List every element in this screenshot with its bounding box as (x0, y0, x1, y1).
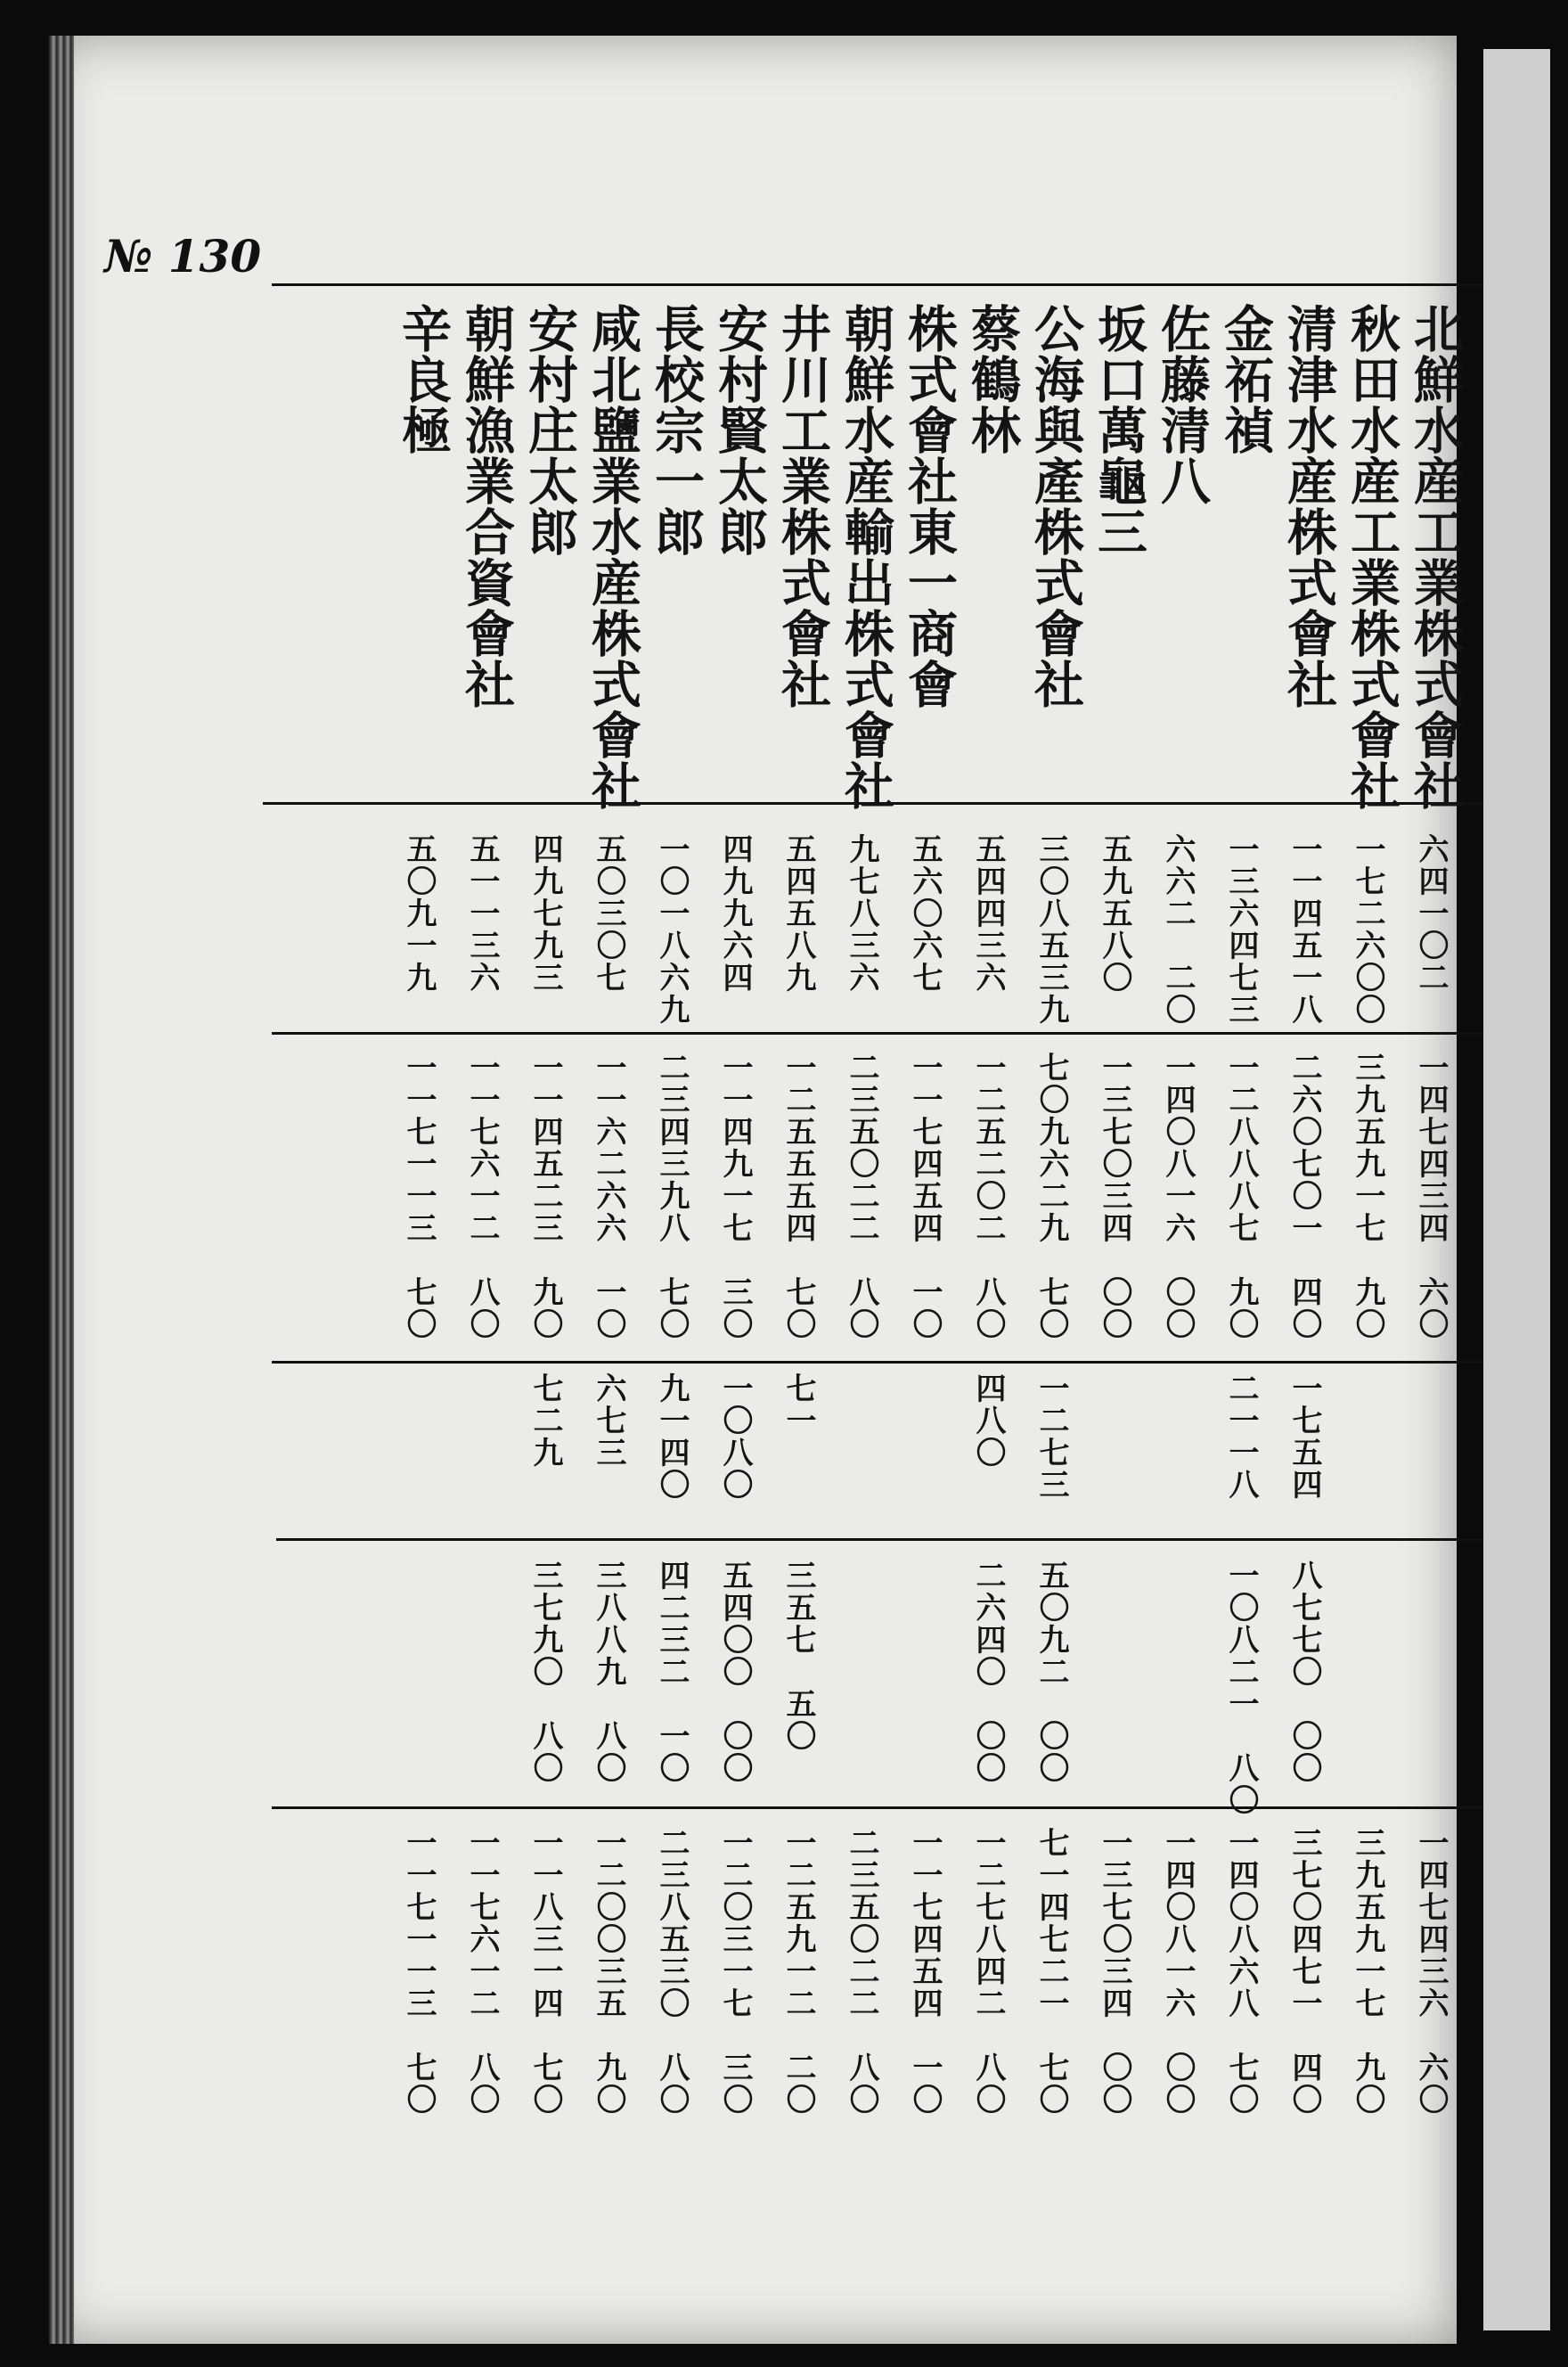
row-value-c2: 一三七〇三四 〇〇 (1097, 1052, 1132, 1340)
row-value-c5: 一三七〇三四 〇〇 (1097, 1827, 1132, 2116)
row-value-c1: 一〇一八六九 (654, 833, 690, 1026)
row-name: 清津水産株式會社 (1279, 303, 1338, 709)
row-value-c1: 五九五八〇 (1097, 833, 1132, 994)
row-value-c1: 五四五八九 (780, 833, 816, 994)
row-value-c1: 一一四五一八 (1286, 833, 1322, 1026)
row-value-c3: 二一一八 (1223, 1372, 1259, 1501)
row-value-c2: 一一四五二三 九〇 (527, 1052, 563, 1340)
row-value-c5: 一二〇〇三五 九〇 (591, 1827, 626, 2116)
row-value-c2: 二三四三九八 七〇 (654, 1052, 690, 1340)
row-value-c5: 三七〇四七一 四〇 (1286, 1827, 1322, 2116)
rule-col3 (272, 1361, 1488, 1364)
row-name: 辛良極 (394, 303, 453, 455)
row-name: 公海與產株式會社 (1026, 303, 1085, 709)
row-value-c5: 一二七八四二 八〇 (970, 1827, 1006, 2116)
row-value-c1: 六六二 二〇 (1160, 833, 1196, 1026)
row-value-c1: 五〇三〇七 (591, 833, 626, 994)
row-value-c4: 一〇八二一 八〇 (1223, 1560, 1259, 1816)
row-name: 咸北鹽業水産株式會社 (584, 303, 642, 811)
row-value-c4: 三五七 五〇 (780, 1560, 816, 1752)
row-value-c4: 八七七〇 〇〇 (1286, 1560, 1322, 1784)
row-value-c2: 一一四九一七 三〇 (717, 1052, 753, 1340)
row-value-c3: 七二九 (527, 1372, 563, 1469)
row-value-c5: 一四〇八六八 七〇 (1223, 1827, 1259, 2116)
row-value-c2: 二六〇七〇一 四〇 (1286, 1052, 1322, 1340)
ledger-page (49, 36, 1465, 2344)
row-value-c3: 七一 (780, 1372, 816, 1437)
row-value-c3: 一〇八〇 (717, 1372, 753, 1501)
row-value-c1: 四九七九三 (527, 833, 563, 994)
row-value-c5: 三九五九一七 九〇 (1350, 1827, 1385, 2116)
rule-header (272, 283, 1488, 286)
row-value-c2: 一四〇八一六 〇〇 (1160, 1052, 1196, 1340)
row-value-c2: 一一七六一二 八〇 (464, 1052, 500, 1340)
row-value-c1: 五六〇六七 (907, 833, 943, 994)
row-name: 坂口萬龜三 (1090, 303, 1148, 557)
row-name: 蔡鶴林 (963, 303, 1022, 455)
row-value-c3: 六七三 (591, 1372, 626, 1469)
row-value-c1: 五一一三六 (464, 833, 500, 994)
row-value-c5: 二三五〇二二 八〇 (844, 1827, 879, 2116)
row-value-c5: 一二〇三一七 三〇 (717, 1827, 753, 2116)
row-value-c5: 一一八三一四 七〇 (527, 1827, 563, 2116)
row-value-c4: 三七九〇 八〇 (527, 1560, 563, 1784)
row-value-c4: 五〇九二 〇〇 (1033, 1560, 1069, 1784)
row-value-c1: 九七八三六 (844, 833, 879, 994)
row-value-c5: 一一七一一三 七〇 (401, 1827, 437, 2116)
row-value-c2: 三九五九一七 九〇 (1350, 1052, 1385, 1340)
row-name: 株式會社東一商會 (900, 303, 959, 709)
rule-col5 (272, 1806, 1488, 1809)
row-value-c1: 三〇八五三九 (1033, 833, 1069, 1026)
row-value-c2: 一一七一一三 七〇 (401, 1052, 437, 1340)
row-value-c1: 五〇九一九 (401, 833, 437, 994)
row-value-c5: 一四〇八一六 〇〇 (1160, 1827, 1196, 2116)
row-value-c3: 一七五四 (1286, 1372, 1322, 1501)
rule-col2 (272, 1032, 1488, 1035)
row-value-c3: 一二七三 (1033, 1372, 1069, 1501)
row-value-c3: 九一四〇 (654, 1372, 690, 1501)
row-value-c2: 七〇九六二九 七〇 (1033, 1052, 1069, 1340)
page-number: № 130 (104, 230, 262, 283)
row-value-c2: 一二五五五四 七〇 (780, 1052, 816, 1340)
adjacent-page-edge (1483, 49, 1550, 2330)
row-name: 朝鮮水産輸出株式會社 (837, 303, 895, 811)
row-value-c2: 一一六二六六 一〇 (591, 1052, 626, 1340)
row-value-c1: 四九九六四 (717, 833, 753, 994)
row-value-c5: 一二五九一二 二〇 (780, 1827, 816, 2116)
row-value-c4: 五四〇〇 〇〇 (717, 1560, 753, 1784)
row-name: 安村賢太郎 (710, 303, 769, 557)
row-value-c5: 一一七六一二 八〇 (464, 1827, 500, 2116)
row-value-c4: 三八八九 八〇 (591, 1560, 626, 1784)
row-name: 北鮮水産工業株式會社 (1406, 303, 1465, 811)
row-name: 井川工業株式會社 (773, 303, 832, 709)
row-value-c1: 五四四三六 (970, 833, 1006, 994)
rule-col4 (276, 1538, 1488, 1541)
row-value-c2: 一一七四五四 一〇 (907, 1052, 943, 1340)
row-name: 朝鮮漁業合資會社 (457, 303, 516, 709)
row-name: 佐藤清八 (1153, 303, 1212, 506)
row-value-c4: 四二三二 一〇 (654, 1560, 690, 1784)
row-name: 安村庄太郎 (520, 303, 579, 557)
row-value-c3: 四八〇 (970, 1372, 1006, 1469)
row-name: 長校宗一郎 (647, 303, 706, 557)
row-value-c5: 一四七四三六 六〇 (1413, 1827, 1449, 2116)
row-value-c2: 一二八八八七 九〇 (1223, 1052, 1259, 1340)
row-value-c2: 二三五〇二二 八〇 (844, 1052, 879, 1340)
row-value-c2: 一二五二〇二 八〇 (970, 1052, 1006, 1340)
book-binding-edge (49, 36, 74, 2344)
row-name: 金祏禎 (1216, 303, 1275, 455)
row-value-c1: 一三六四七三 (1223, 833, 1259, 1026)
row-value-c5: 二三八五三〇 八〇 (654, 1827, 690, 2116)
row-value-c5: 七一四七二一 七〇 (1033, 1827, 1069, 2116)
row-value-c2: 一四七四三四 六〇 (1413, 1052, 1449, 1340)
row-value-c5: 一一七四五四 一〇 (907, 1827, 943, 2116)
row-value-c1: 六四一〇二 (1413, 833, 1449, 994)
row-value-c4: 二六四〇 〇〇 (970, 1560, 1006, 1784)
row-name: 秋田水産工業株式會社 (1343, 303, 1401, 811)
row-value-c1: 一七二六〇〇 (1350, 833, 1385, 1026)
